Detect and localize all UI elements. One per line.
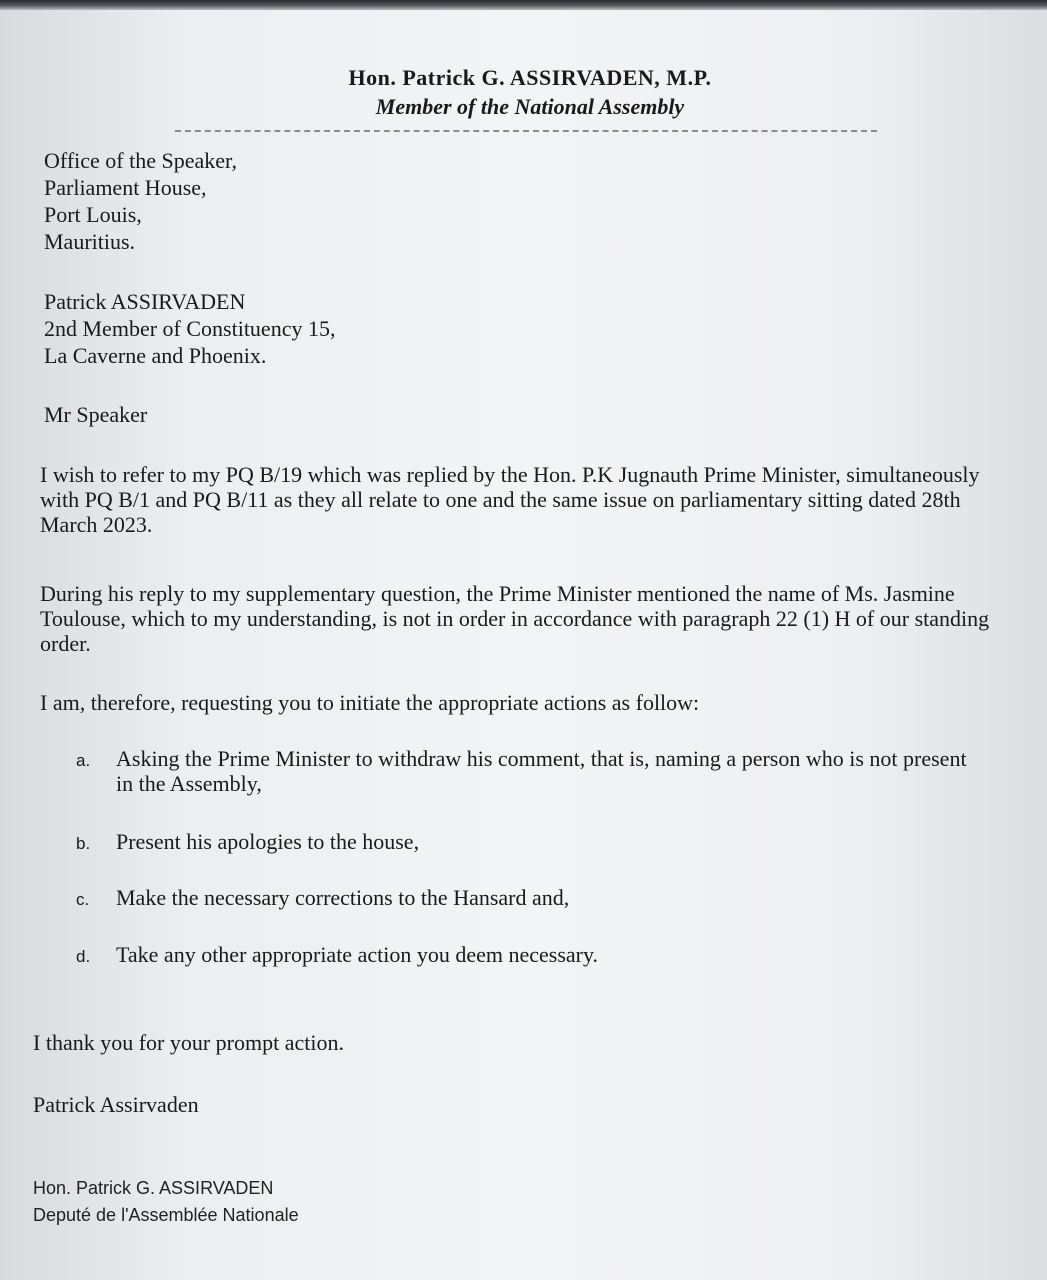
- body-paragraph-issue: During his reply to my supplementary question, the Prime Minister mentioned the name of Ms. Jasmine Toulouse, which to my understanding, is not in order in accordance with paragraph 22 (1) H of our standing order.: [40, 581, 990, 656]
- sender-line: 2nd Member of Constituency 15,: [44, 316, 336, 341]
- list-marker: d.: [76, 947, 91, 966]
- recipient-line: Parliament House,: [44, 175, 207, 200]
- sender-address: [44, 288, 335, 369]
- sender-line: La Caverne and Phoenix.: [44, 343, 267, 368]
- footer-name: Hon. Patrick G. ASSIRVADEN: [33, 1178, 274, 1198]
- letterhead-name: Hon. Patrick G. ASSIRVADEN, M.P.: [348, 65, 712, 90]
- list-item-text: Take any other appropriate action you deem necessary.: [116, 942, 599, 967]
- letterhead: [280, 64, 780, 122]
- salutation: Mr Speaker: [44, 402, 148, 427]
- list-marker: b.: [76, 834, 91, 853]
- sender-line: Patrick ASSIRVADEN: [44, 289, 246, 314]
- footer-title: Deputé de l'Assemblée Nationale: [33, 1205, 299, 1225]
- list-item-text: Present his apologies to the house,: [116, 829, 420, 854]
- recipient-line: Office of the Speaker,: [44, 148, 237, 173]
- letterhead-divider: [175, 130, 877, 132]
- list-marker: a.: [76, 751, 91, 770]
- signature: Patrick Assirvaden: [33, 1092, 199, 1117]
- closing-line: I thank you for your prompt action.: [33, 1030, 344, 1055]
- recipient-address: [44, 147, 237, 255]
- letterhead-role: Member of the National Assembly: [375, 94, 685, 119]
- body-paragraph-request: I am, therefore, requesting you to initiate the appropriate actions as follow:: [40, 690, 700, 715]
- list-item-text: Make the necessary corrections to the Hansard and,: [116, 885, 570, 910]
- list-item-text: Asking the Prime Minister to withdraw his comment, that is, naming a person who is not present in the Assembly,: [116, 746, 967, 796]
- recipient-line: Mauritius.: [44, 229, 136, 254]
- recipient-line: Port Louis,: [44, 202, 142, 227]
- body-paragraph-reference: I wish to refer to my PQ B/19 which was replied by the Hon. P.K Jugnauth Prime Minister, simultaneously with PQ B/1 and PQ B/11 as they all relate to one and the same issue on parliamentary sitting dated 28th March 2023.: [40, 462, 980, 537]
- signature-block: [33, 1175, 299, 1229]
- list-marker: c.: [76, 890, 90, 909]
